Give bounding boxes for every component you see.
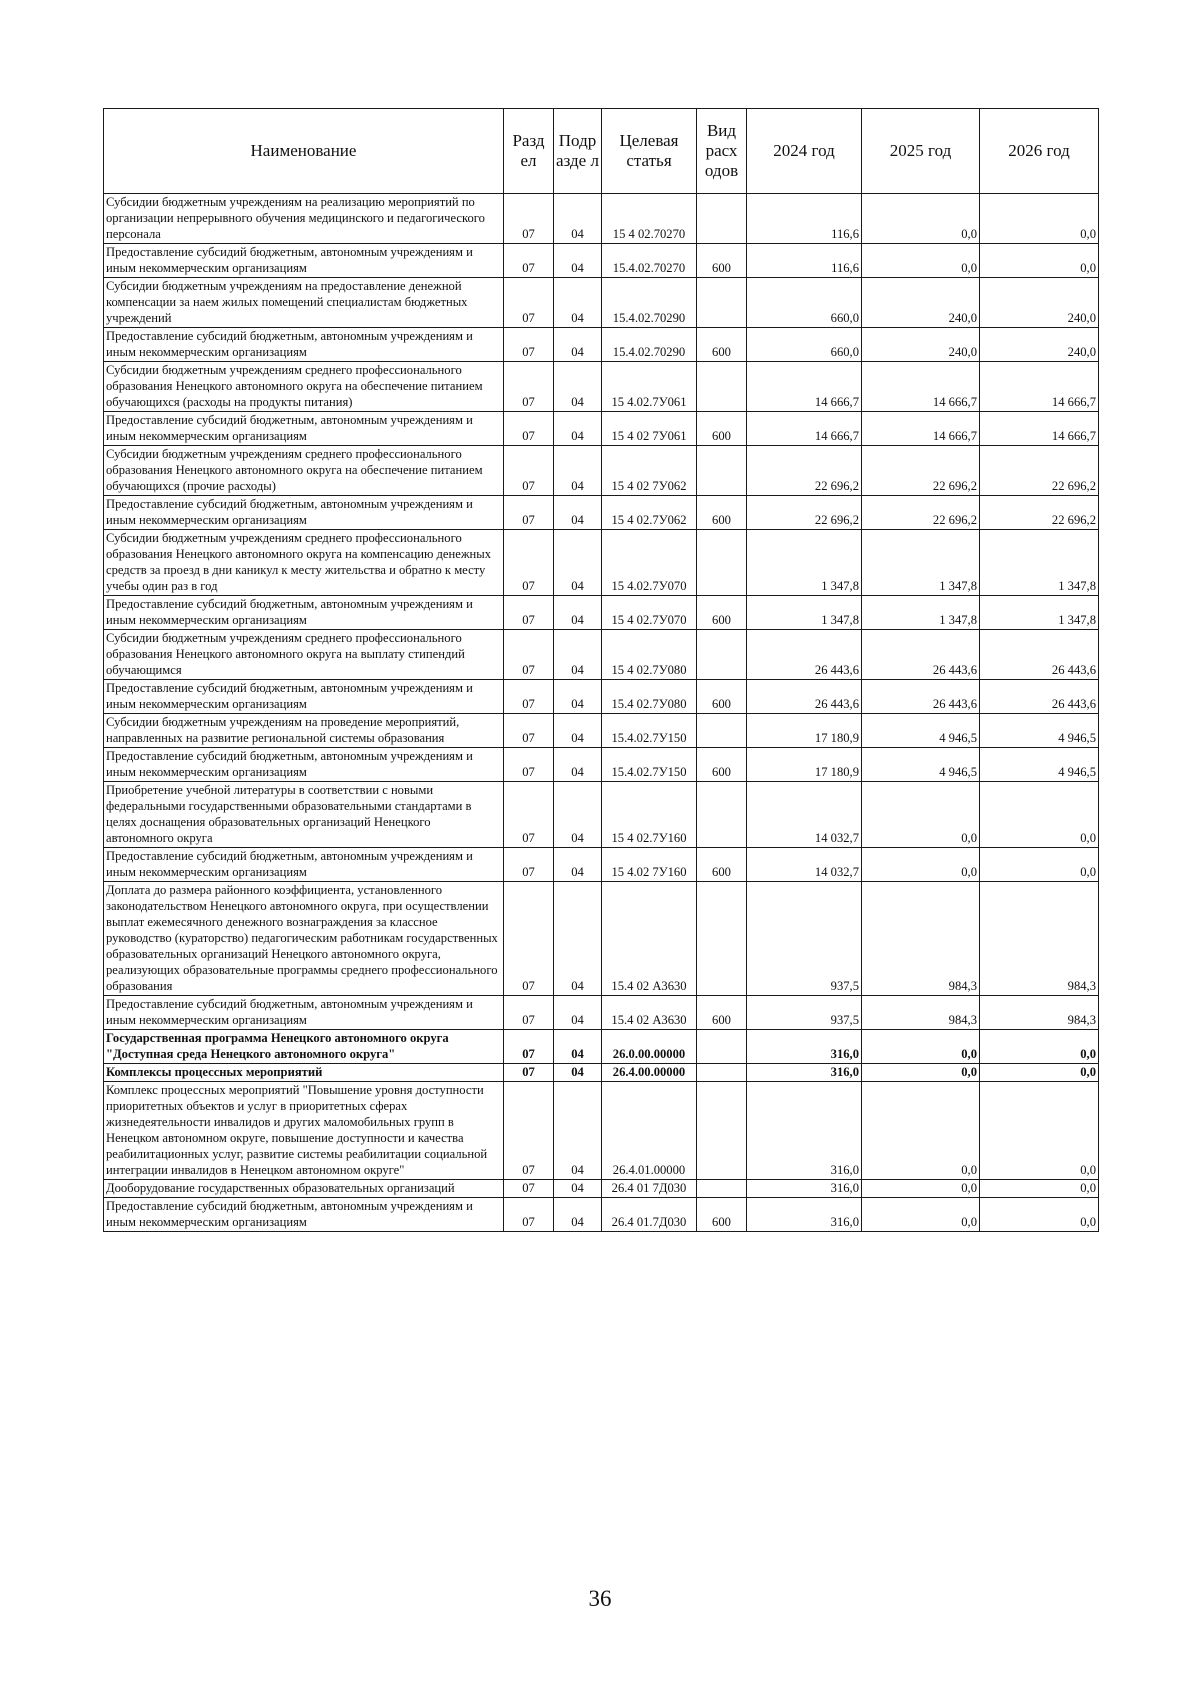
cell-celevaya: 15 4 02.7У160 — [602, 782, 697, 848]
table-row — [104, 782, 1099, 848]
cell-y2025: 26 443,6 — [862, 630, 980, 680]
cell-y2026: 22 696,2 — [980, 446, 1099, 496]
cell-vid: 600 — [697, 244, 747, 278]
header-celevaya: Целевая статья — [602, 109, 697, 194]
cell-celevaya: 15.4.02.7У150 — [602, 748, 697, 782]
table-row — [104, 630, 1099, 680]
cell-podrazdel: 04 — [554, 714, 602, 748]
cell-y2025: 22 696,2 — [862, 496, 980, 530]
cell-y2026: 0,0 — [980, 1064, 1099, 1082]
cell-y2025: 0,0 — [862, 1180, 980, 1198]
cell-y2024: 116,6 — [747, 194, 862, 244]
cell-y2026: 22 696,2 — [980, 496, 1099, 530]
cell-podrazdel: 04 — [554, 446, 602, 496]
cell-podrazdel: 04 — [554, 194, 602, 244]
cell-y2024: 26 443,6 — [747, 630, 862, 680]
cell-y2024: 17 180,9 — [747, 748, 862, 782]
cell-y2025: 4 946,5 — [862, 714, 980, 748]
cell-y2026: 1 347,8 — [980, 530, 1099, 596]
cell-name: Предоставление субсидий бюджетным, автономным учреждениям и иным некоммерческим организациям — [104, 596, 504, 630]
cell-name: Государственная программа Ненецкого автономного округа "Доступная среда Ненецкого автономного округа" — [104, 1030, 504, 1064]
cell-y2024: 937,5 — [747, 996, 862, 1030]
cell-y2025: 22 696,2 — [862, 446, 980, 496]
table-row — [104, 1198, 1099, 1232]
cell-razdel: 07 — [504, 1030, 554, 1064]
cell-podrazdel: 04 — [554, 680, 602, 714]
cell-celevaya: 15.4 02.7У080 — [602, 680, 697, 714]
cell-razdel: 07 — [504, 996, 554, 1030]
table-header-row — [104, 109, 1099, 194]
cell-name: Предоставление субсидий бюджетным, автономным учреждениям и иным некоммерческим организациям — [104, 496, 504, 530]
cell-y2024: 316,0 — [747, 1064, 862, 1082]
cell-name: Предоставление субсидий бюджетным, автономным учреждениям и иным некоммерческим организациям — [104, 328, 504, 362]
cell-vid: 600 — [697, 412, 747, 446]
cell-vid — [697, 1064, 747, 1082]
cell-y2024: 26 443,6 — [747, 680, 862, 714]
cell-y2026: 0,0 — [980, 848, 1099, 882]
cell-y2024: 14 666,7 — [747, 362, 862, 412]
cell-vid — [697, 882, 747, 996]
cell-name: Предоставление субсидий бюджетным, автономным учреждениям и иным некоммерческим организациям — [104, 1198, 504, 1232]
cell-y2025: 0,0 — [862, 782, 980, 848]
cell-y2025: 14 666,7 — [862, 362, 980, 412]
cell-podrazdel: 04 — [554, 596, 602, 630]
cell-y2026: 984,3 — [980, 882, 1099, 996]
cell-y2026: 26 443,6 — [980, 680, 1099, 714]
cell-vid — [697, 1030, 747, 1064]
cell-podrazdel: 04 — [554, 1064, 602, 1082]
cell-razdel: 07 — [504, 194, 554, 244]
cell-podrazdel: 04 — [554, 848, 602, 882]
cell-y2024: 316,0 — [747, 1082, 862, 1180]
cell-razdel: 07 — [504, 530, 554, 596]
cell-y2024: 22 696,2 — [747, 496, 862, 530]
cell-razdel: 07 — [504, 412, 554, 446]
cell-vid — [697, 194, 747, 244]
cell-y2026: 240,0 — [980, 328, 1099, 362]
cell-podrazdel: 04 — [554, 496, 602, 530]
cell-celevaya: 15 4 02.7У070 — [602, 596, 697, 630]
cell-celevaya: 15.4.02.70270 — [602, 244, 697, 278]
cell-celevaya: 15 4.02 7У160 — [602, 848, 697, 882]
cell-y2024: 316,0 — [747, 1198, 862, 1232]
cell-celevaya: 26.4 01 7Д030 — [602, 1180, 697, 1198]
table-body — [104, 194, 1099, 1232]
cell-y2026: 4 946,5 — [980, 748, 1099, 782]
cell-name: Предоставление субсидий бюджетным, автономным учреждениям и иным некоммерческим организациям — [104, 996, 504, 1030]
page-number: 36 — [588, 1586, 612, 1611]
cell-y2026: 1 347,8 — [980, 596, 1099, 630]
cell-celevaya: 15.4.02.70290 — [602, 278, 697, 328]
cell-y2024: 660,0 — [747, 328, 862, 362]
cell-celevaya: 15 4.02.7У061 — [602, 362, 697, 412]
cell-y2025: 0,0 — [862, 1198, 980, 1232]
cell-name: Предоставление субсидий бюджетным, автономным учреждениям и иным некоммерческим организациям — [104, 680, 504, 714]
cell-y2025: 0,0 — [862, 1082, 980, 1180]
cell-vid: 600 — [697, 496, 747, 530]
cell-vid: 600 — [697, 596, 747, 630]
cell-y2024: 17 180,9 — [747, 714, 862, 748]
cell-razdel: 07 — [504, 882, 554, 996]
table-row — [104, 362, 1099, 412]
cell-y2024: 1 347,8 — [747, 530, 862, 596]
cell-y2025: 0,0 — [862, 1030, 980, 1064]
cell-y2025: 14 666,7 — [862, 412, 980, 446]
cell-y2024: 316,0 — [747, 1180, 862, 1198]
table-row — [104, 244, 1099, 278]
table-row — [104, 278, 1099, 328]
cell-podrazdel: 04 — [554, 630, 602, 680]
cell-name: Комплексы процессных мероприятий — [104, 1064, 504, 1082]
header-vid: Вид расх одов — [697, 109, 747, 194]
header-razdel: Разд ел — [504, 109, 554, 194]
cell-name: Субсидии бюджетным учреждениям на реализацию мероприятий по организации непрерывного обучения медицинского и педагогического персонала — [104, 194, 504, 244]
cell-vid — [697, 446, 747, 496]
cell-y2026: 0,0 — [980, 1198, 1099, 1232]
cell-razdel: 07 — [504, 630, 554, 680]
cell-podrazdel: 04 — [554, 278, 602, 328]
cell-y2024: 14 666,7 — [747, 412, 862, 446]
cell-y2024: 14 032,7 — [747, 848, 862, 882]
cell-y2025: 984,3 — [862, 996, 980, 1030]
cell-razdel: 07 — [504, 328, 554, 362]
header-podrazdel: Подр азде л — [554, 109, 602, 194]
cell-vid: 600 — [697, 328, 747, 362]
cell-celevaya: 15 4 02.70270 — [602, 194, 697, 244]
cell-y2026: 26 443,6 — [980, 630, 1099, 680]
cell-celevaya: 26.4.01.00000 — [602, 1082, 697, 1180]
cell-name: Субсидии бюджетным учреждениям среднего профессионального образования Ненецкого автономного округа на компенсацию денежных средств за проезд в дни каникул к месту жительства и обратно к месту учебы один раз в год — [104, 530, 504, 596]
cell-razdel: 07 — [504, 848, 554, 882]
cell-y2026: 4 946,5 — [980, 714, 1099, 748]
cell-y2026: 0,0 — [980, 782, 1099, 848]
cell-vid — [697, 630, 747, 680]
cell-razdel: 07 — [504, 714, 554, 748]
cell-y2026: 240,0 — [980, 278, 1099, 328]
cell-y2025: 0,0 — [862, 194, 980, 244]
cell-vid: 600 — [697, 996, 747, 1030]
cell-y2025: 4 946,5 — [862, 748, 980, 782]
table-row — [104, 748, 1099, 782]
cell-name: Субсидии бюджетным учреждениям среднего профессионального образования Ненецкого автономного округа на обеспечение питанием обучающихся (расходы на продукты питания) — [104, 362, 504, 412]
header-2026: 2026 год — [980, 109, 1099, 194]
cell-podrazdel: 04 — [554, 996, 602, 1030]
table-row — [104, 996, 1099, 1030]
table-row — [104, 1082, 1099, 1180]
cell-name: Субсидии бюджетным учреждениям среднего профессионального образования Ненецкого автономного округа на выплату стипендий обучающимся — [104, 630, 504, 680]
cell-razdel: 07 — [504, 446, 554, 496]
cell-y2026: 0,0 — [980, 244, 1099, 278]
cell-y2025: 0,0 — [862, 848, 980, 882]
cell-y2024: 316,0 — [747, 1030, 862, 1064]
cell-vid — [697, 1180, 747, 1198]
cell-vid — [697, 782, 747, 848]
cell-celevaya: 26.0.00.00000 — [602, 1030, 697, 1064]
cell-y2025: 240,0 — [862, 328, 980, 362]
cell-razdel: 07 — [504, 1180, 554, 1198]
cell-razdel: 07 — [504, 1198, 554, 1232]
table-row — [104, 714, 1099, 748]
budget-table — [103, 108, 1099, 1232]
cell-vid: 600 — [697, 1198, 747, 1232]
cell-y2025: 984,3 — [862, 882, 980, 996]
cell-razdel: 07 — [504, 1082, 554, 1180]
table-row — [104, 848, 1099, 882]
table-row — [104, 446, 1099, 496]
cell-vid: 600 — [697, 848, 747, 882]
cell-vid — [697, 1082, 747, 1180]
cell-y2025: 1 347,8 — [862, 530, 980, 596]
cell-y2024: 1 347,8 — [747, 596, 862, 630]
cell-celevaya: 15 4 02.7У080 — [602, 630, 697, 680]
table-row — [104, 596, 1099, 630]
cell-celevaya: 15.4 02 А3630 — [602, 996, 697, 1030]
cell-name: Субсидии бюджетным учреждениям на предоставление денежной компенсации за наем жилых помещений специалистам бюджетных учреждений — [104, 278, 504, 328]
cell-celevaya: 26.4.00.00000 — [602, 1064, 697, 1082]
cell-podrazdel: 04 — [554, 1198, 602, 1232]
cell-y2025: 1 347,8 — [862, 596, 980, 630]
cell-podrazdel: 04 — [554, 748, 602, 782]
cell-vid: 600 — [697, 748, 747, 782]
cell-y2024: 937,5 — [747, 882, 862, 996]
cell-vid — [697, 362, 747, 412]
cell-y2026: 14 666,7 — [980, 362, 1099, 412]
table-row — [104, 530, 1099, 596]
cell-celevaya: 15.4.02.7У150 — [602, 714, 697, 748]
table-row — [104, 1064, 1099, 1082]
table-row — [104, 194, 1099, 244]
cell-y2025: 26 443,6 — [862, 680, 980, 714]
cell-y2026: 0,0 — [980, 1180, 1099, 1198]
table-row — [104, 496, 1099, 530]
cell-y2024: 660,0 — [747, 278, 862, 328]
cell-y2026: 14 666,7 — [980, 412, 1099, 446]
cell-y2026: 984,3 — [980, 996, 1099, 1030]
cell-y2024: 116,6 — [747, 244, 862, 278]
table-row — [104, 412, 1099, 446]
cell-razdel: 07 — [504, 596, 554, 630]
cell-razdel: 07 — [504, 278, 554, 328]
cell-y2026: 0,0 — [980, 1082, 1099, 1180]
cell-name: Предоставление субсидий бюджетным, автономным учреждениям и иным некоммерческим организациям — [104, 748, 504, 782]
cell-razdel: 07 — [504, 748, 554, 782]
cell-name: Предоставление субсидий бюджетным, автономным учреждениям и иным некоммерческим организациям — [104, 848, 504, 882]
cell-razdel: 07 — [504, 244, 554, 278]
cell-name: Доплата до размера районного коэффициента, установленного законодательством Ненецкого автономного округа, при осуществлении выплат ежемесячного денежного вознаграждения за классное руководство (кураторство) педагогическим работникам государственных образовательных организаций Ненецкого автономного округа, реализующих образовательные программы среднего профессионального образования — [104, 882, 504, 996]
cell-vid — [697, 530, 747, 596]
cell-y2025: 240,0 — [862, 278, 980, 328]
cell-podrazdel: 04 — [554, 362, 602, 412]
table-row — [104, 1180, 1099, 1198]
cell-podrazdel: 04 — [554, 328, 602, 362]
cell-podrazdel: 04 — [554, 244, 602, 278]
table-row — [104, 680, 1099, 714]
cell-name: Субсидии бюджетным учреждениям среднего профессионального образования Ненецкого автономного округа на обеспечение питанием обучающихся (прочие расходы) — [104, 446, 504, 496]
cell-y2025: 0,0 — [862, 1064, 980, 1082]
cell-celevaya: 15 4 02 7У061 — [602, 412, 697, 446]
cell-celevaya: 15 4 02 7У062 — [602, 446, 697, 496]
cell-podrazdel: 04 — [554, 1082, 602, 1180]
cell-vid — [697, 714, 747, 748]
cell-y2024: 22 696,2 — [747, 446, 862, 496]
cell-vid: 600 — [697, 680, 747, 714]
header-2024: 2024 год — [747, 109, 862, 194]
cell-name: Комплекс процессных мероприятий "Повышение уровня доступности приоритетных объектов и услуг в приоритетных сферах жизнедеятельности инвалидов и других маломобильных групп в Ненецком автономном округе, повышение доступности и качества реабилитационных услуг, развитие системы реабилитации социальной интеграции инвалидов в Ненецком автономном округе" — [104, 1082, 504, 1180]
budget-table-container — [103, 108, 1098, 1232]
cell-razdel: 07 — [504, 496, 554, 530]
cell-razdel: 07 — [504, 782, 554, 848]
cell-celevaya: 26.4 01.7Д030 — [602, 1198, 697, 1232]
cell-celevaya: 15.4.02.70290 — [602, 328, 697, 362]
cell-name: Субсидии бюджетным учреждениям на проведение мероприятий, направленных на развитие региональной системы образования — [104, 714, 504, 748]
cell-podrazdel: 04 — [554, 882, 602, 996]
cell-razdel: 07 — [504, 1064, 554, 1082]
cell-razdel: 07 — [504, 362, 554, 412]
table-row — [104, 1030, 1099, 1064]
cell-celevaya: 15 4.02.7У070 — [602, 530, 697, 596]
cell-name: Дооборудование государственных образовательных организаций — [104, 1180, 504, 1198]
cell-celevaya: 15.4 02 А3630 — [602, 882, 697, 996]
table-row — [104, 328, 1099, 362]
cell-name: Предоставление субсидий бюджетным, автономным учреждениям и иным некоммерческим организациям — [104, 412, 504, 446]
cell-y2025: 0,0 — [862, 244, 980, 278]
cell-vid — [697, 278, 747, 328]
cell-podrazdel: 04 — [554, 530, 602, 596]
cell-podrazdel: 04 — [554, 412, 602, 446]
table-row — [104, 882, 1099, 996]
cell-podrazdel: 04 — [554, 782, 602, 848]
cell-podrazdel: 04 — [554, 1180, 602, 1198]
cell-name: Приобретение учебной литературы в соответствии с новыми федеральными государственными образовательными стандартами в целях доснащения образовательных организаций Ненецкого автономного округа — [104, 782, 504, 848]
cell-name: Предоставление субсидий бюджетным, автономным учреждениям и иным некоммерческим организациям — [104, 244, 504, 278]
cell-y2024: 14 032,7 — [747, 782, 862, 848]
cell-y2026: 0,0 — [980, 1030, 1099, 1064]
cell-y2026: 0,0 — [980, 194, 1099, 244]
cell-celevaya: 15 4 02.7У062 — [602, 496, 697, 530]
cell-razdel: 07 — [504, 680, 554, 714]
cell-podrazdel: 04 — [554, 1030, 602, 1064]
header-2025: 2025 год — [862, 109, 980, 194]
header-name: Наименование — [104, 109, 504, 194]
